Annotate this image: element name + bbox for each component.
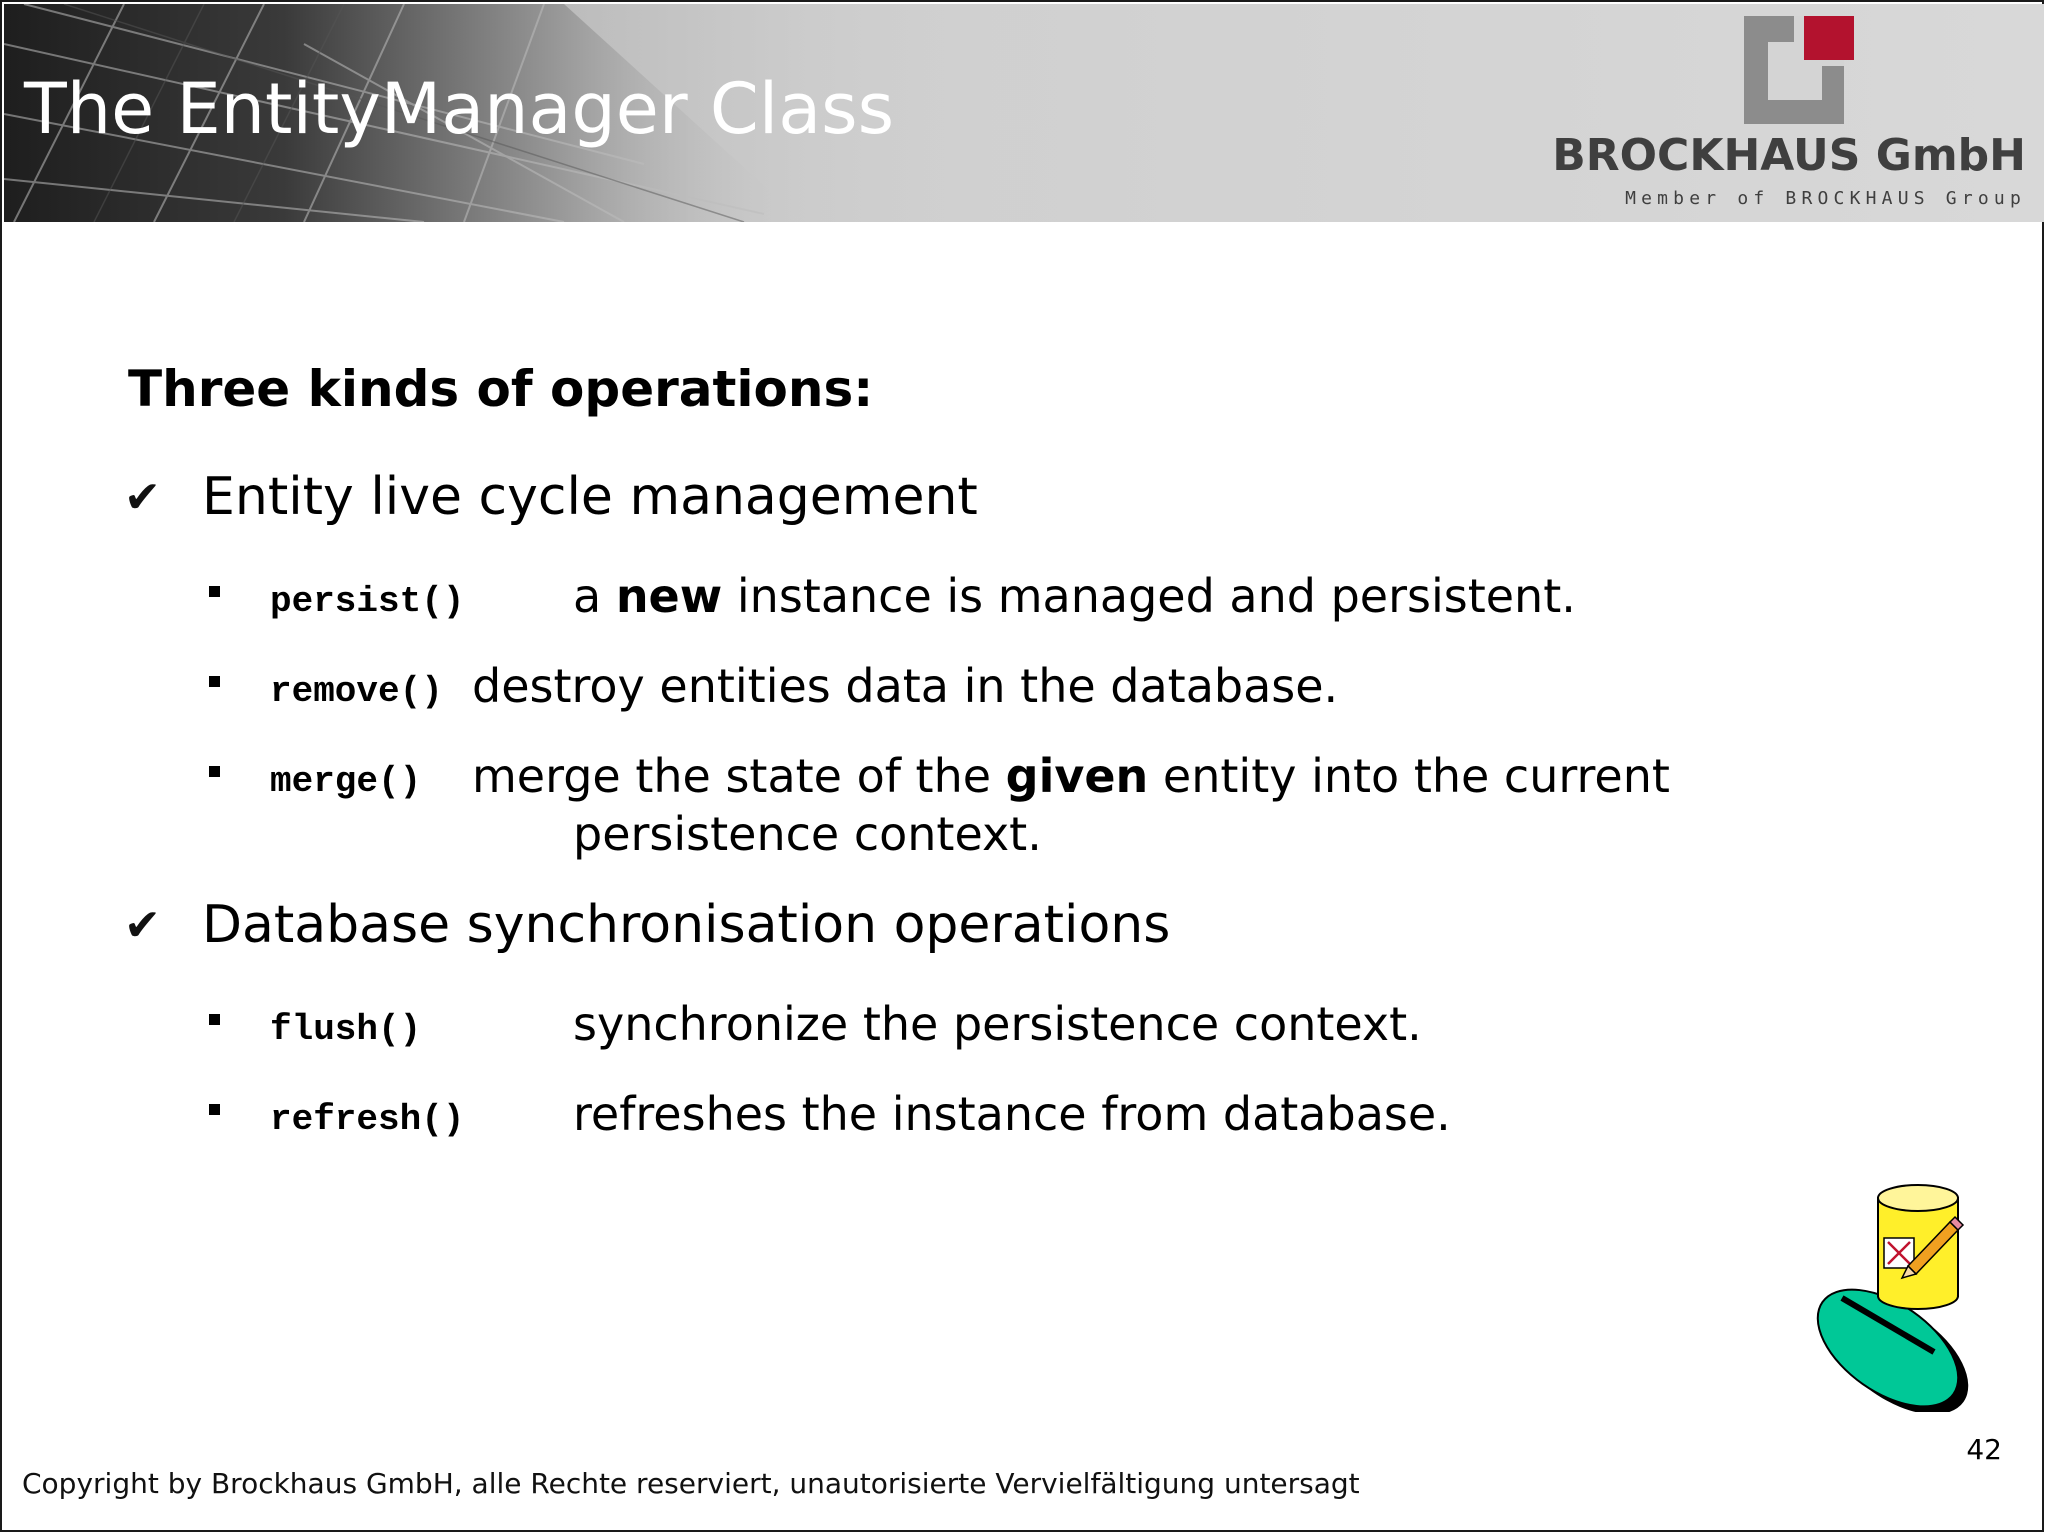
method-persist-description: a new instance is managed and persistent.: [573, 569, 1576, 623]
bullet-icon: [209, 1014, 220, 1025]
method-merge-description: merge the state of the given entity into the current: [472, 749, 1670, 803]
method-remove: remove(): [270, 671, 443, 712]
method-flush-description: synchronize the persistence context.: [573, 997, 1422, 1051]
slide-body: [2, 2, 2048, 1538]
section-heading: Three kinds of operations:: [128, 360, 874, 418]
method-remove-description: destroy entities data in the database.: [472, 659, 1339, 713]
bullet-icon: [209, 766, 220, 777]
slide-title: The EntityManager Class: [24, 68, 895, 150]
bullet-icon: [209, 1104, 220, 1115]
checkmark-icon: ✔: [124, 472, 161, 523]
method-refresh-description: refreshes the instance from database.: [573, 1087, 1451, 1141]
bullet-icon: [209, 676, 220, 687]
group-title-sync: Database synchronisation operations: [202, 895, 1171, 955]
brand-tagline: Member of BROCKHAUS Group: [1625, 188, 2026, 209]
method-refresh: refresh(): [270, 1099, 465, 1140]
checkmark-icon: ✔: [124, 900, 161, 951]
copyright-footer: Copyright by Brockhaus GmbH, alle Rechte reserviert, unautorisierte Vervielfältigung untersagt: [22, 1467, 1360, 1500]
bullet-icon: [209, 586, 220, 597]
page-number: 42: [1966, 1433, 2002, 1466]
brand-name: BROCKHAUS GmbH: [1552, 130, 2026, 181]
group-title-lifecycle: Entity live cycle management: [202, 467, 978, 527]
method-merge-description-line2: persistence context.: [573, 807, 1042, 861]
method-persist: persist(): [270, 581, 465, 622]
method-flush: flush(): [270, 1009, 422, 1050]
method-merge: merge(): [270, 761, 422, 802]
database-edit-icon: [1792, 1172, 1992, 1412]
